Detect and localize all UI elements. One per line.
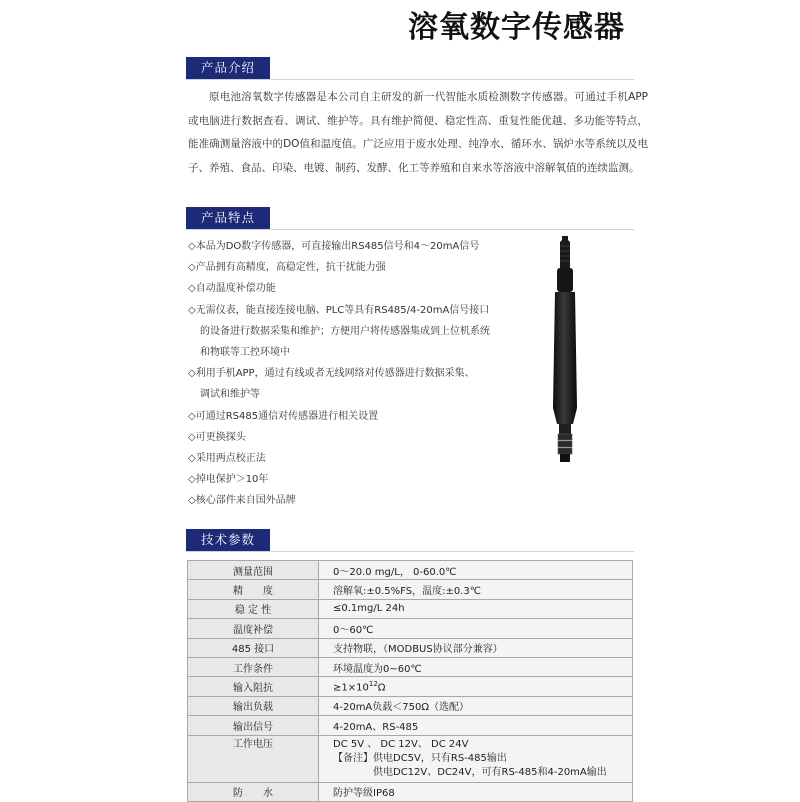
specs-heading: 技术参数 [186,529,270,551]
spec-value: 0～60℃ [319,619,633,638]
spec-value-line: DC 5V 、 DC 12V、 DC 24V [333,738,469,750]
table-row [188,735,633,782]
features-list [188,236,518,512]
spec-value [319,677,633,696]
spec-value-unit: Ω [377,682,386,694]
table-row [188,782,633,801]
feature-item: ◇采用两点校正法 [188,453,266,465]
spec-value: 支持物联，（MODBUS协议部分兼容） [319,638,633,657]
feature-item: ◇掉电保护＞10年 [188,474,269,486]
spec-key: 输入阻抗 [188,677,319,696]
feature-item: ◇无需仪表，能直接连接电脑、PLC等具有RS485/4-20mA信号接口 [188,304,490,316]
specs-table [187,560,633,802]
feature-item: ◇可更换探头 [188,431,246,443]
spec-value-line: 【备注】供电DC5V，只有RS-485输出 [333,752,507,764]
sensor-image [530,228,600,498]
spec-value [319,735,633,782]
spec-value-exponent: 12 [368,679,378,688]
table-row [188,619,633,638]
spec-value: 4-20mA负载＜750Ω（选配） [319,696,633,715]
table-row [188,696,633,715]
spec-value-base: ≥1×10 [333,682,369,694]
specs-section-bar [186,529,634,552]
table-row [188,716,633,735]
spec-key: 输出负载 [188,696,319,715]
spec-key: 工作条件 [188,657,319,676]
spec-key: 工作电压 [188,735,319,782]
spec-value: 溶解氧:±0.5%FS，温度:±0.3℃ [319,580,633,599]
table-row [188,599,633,618]
spec-value: 0～20.0 mg/L， 0-60.0℃ [319,561,633,580]
spec-key: 精 度 [188,580,319,599]
spec-value-line: 供电DC12V、DC24V，可有RS-485和4-20mA输出 [333,766,607,778]
intro-section-bar [186,57,634,80]
table-row [188,657,633,676]
spec-key: 485 接口 [188,638,319,657]
feature-item-continuation: 和物联等工控环境中 [200,347,290,359]
spec-value: ≤0.1mg/L 24h [319,599,633,618]
feature-item: ◇核心部件来自国外品牌 [188,495,296,507]
table-row [188,580,633,599]
spec-value: 4-20mA、RS-485 [319,716,633,735]
table-row [188,638,633,657]
features-section-bar [186,207,634,230]
intro-text: 原电池溶氧数字传感器是本公司自主研发的新一代智能水质检测数字传感器。可通过手机APP或电脑进行数据查看、调试、维护等。具有维护简便、稳定性高、重复性能优越、多功能等特点，能准确测量溶液中的DO值和温度值。广泛应用于废水处理、纯净水、循环水、锅炉水等系统以及电子、养殖、食品、印染、电镀、制药、发酵、化工等养殖和自来水等溶液中溶解氧值的连续监测。 [188,91,648,174]
cable-gland-icon [560,236,570,268]
feature-item: ◇可通过RS485通信对传感器进行相关设置 [188,410,379,422]
feature-item: ◇产品拥有高精度，高稳定性，抗干扰能力强 [188,262,386,274]
feature-item: ◇利用手机APP，通过有线或者无线网络对传感器进行数据采集、 [188,368,475,380]
feature-item: ◇本品为DO数字传感器，可直接输出RS485信号和4～20mA信号 [188,241,480,252]
feature-item: ◇自动温度补偿功能 [188,283,276,295]
feature-item-continuation: 的设备进行数据采集和维护；方便用户将传感器集成到上位机系统 [200,325,490,337]
table-row [188,561,633,580]
intro-heading: 产品介绍 [186,57,270,79]
spec-key: 稳 定 性 [188,599,319,618]
spec-key: 输出信号 [188,716,319,735]
spec-value: 防护等级IP68 [319,782,633,801]
table-row [188,677,633,696]
spec-key: 防 水 [188,782,319,801]
spec-key: 测量范围 [188,561,319,580]
features-heading: 产品特点 [186,207,270,229]
spec-key: 温度补偿 [188,619,319,638]
feature-item-continuation: 调试和维护等 [200,389,260,401]
spec-value: 环境温度为0~60℃ [319,657,633,676]
page-title: 溶氧数字传感器 [408,10,625,45]
